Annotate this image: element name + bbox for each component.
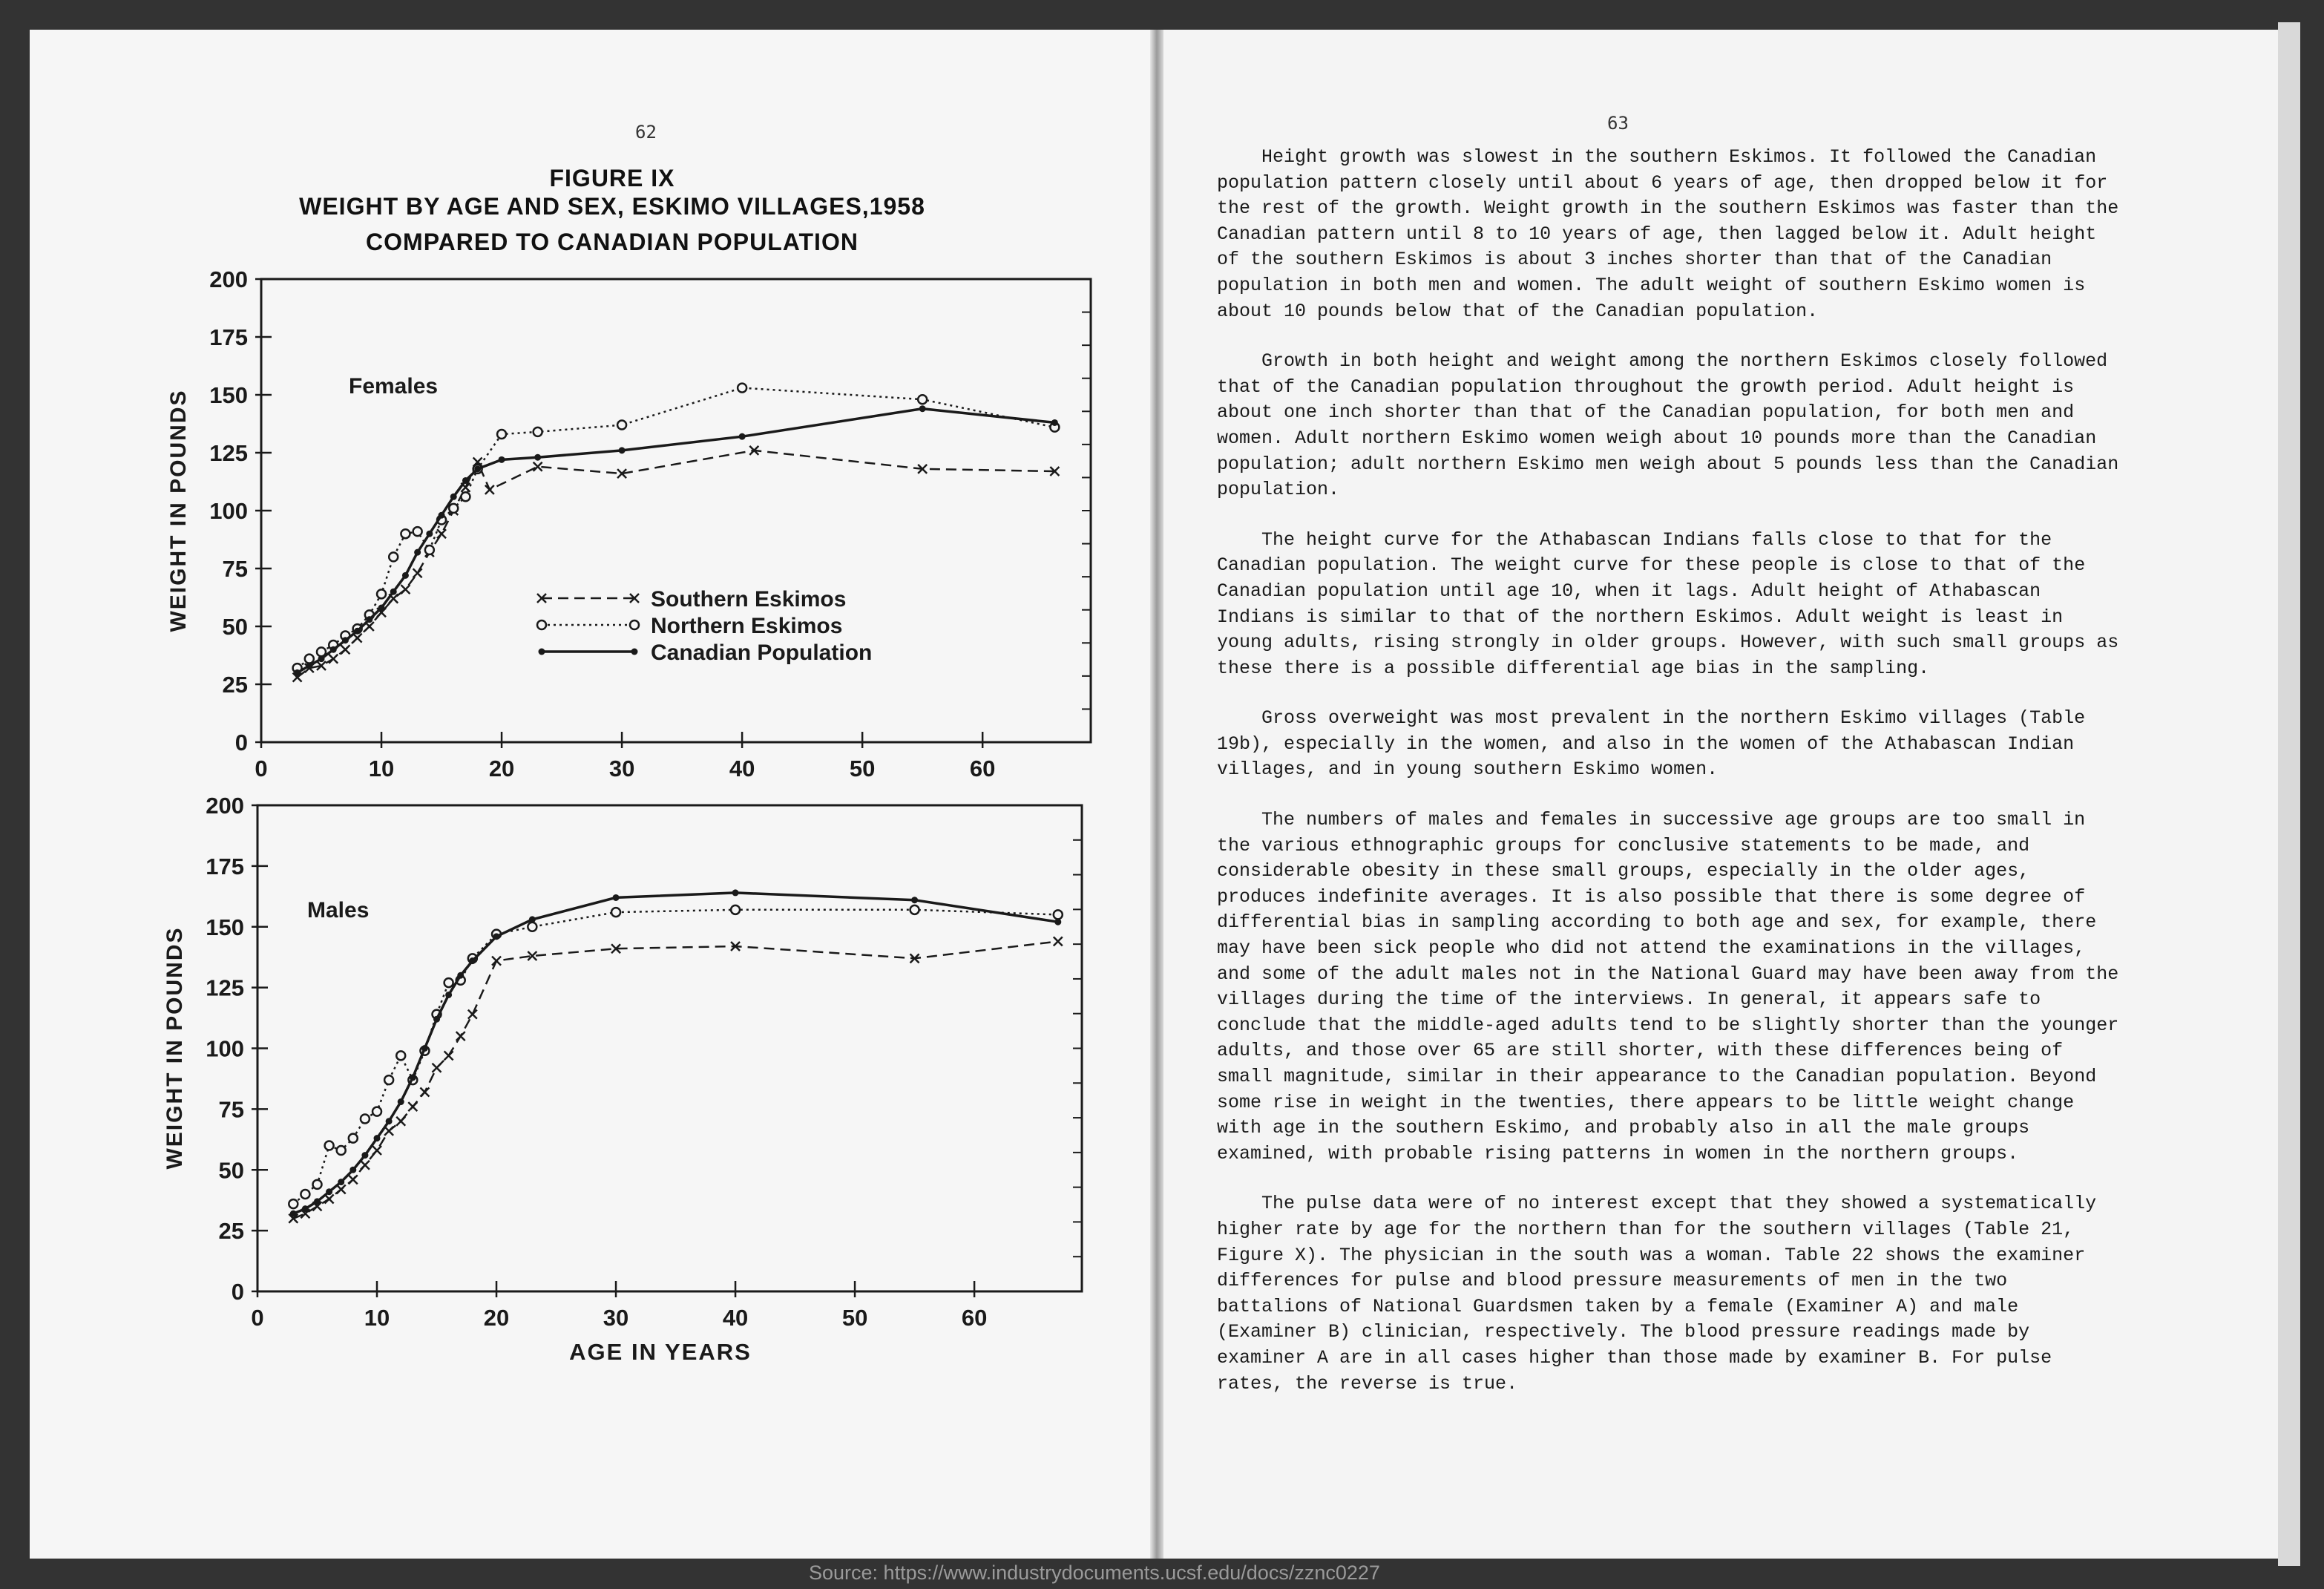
data-point-dot [354,628,361,635]
x-axis-label: AGE IN YEARS [569,1339,752,1365]
y-axis-label: WEIGHT IN POUNDS [166,389,191,632]
x-tick-label: 10 [364,1305,390,1331]
x-tick-label: 40 [729,756,755,782]
y-tick-label: 100 [209,498,248,524]
legend-marker [539,649,545,655]
data-point-x [341,645,349,654]
x-tick-label: 40 [722,1305,749,1331]
paragraph: The height curve for the Athabascan Indians falls close to that for the Canadian population. The weight curve for these people is close to that of the Canadian population until age 10, when it lags. Adult height of Athabascan Indians is similar to that of the northern Eskimos. Adult weight is least in young adults, rising strongly in older groups. However, with such small groups as these there is a possible differential age bias in the sampling. [1217,528,2119,679]
data-point-dot [613,894,620,901]
data-point-circle [444,978,453,987]
data-point-circle [349,1134,358,1143]
data-point-dot [619,447,626,453]
data-point-circle [918,395,927,404]
plot-frame [257,805,1082,1291]
data-point-circle [617,421,626,430]
data-point-circle [425,545,434,554]
data-point-circle [301,1190,309,1199]
data-point-dot [433,1016,440,1023]
data-point-dot [302,1205,309,1212]
x-tick-label: 50 [841,1305,868,1331]
data-point-dot [410,1074,416,1081]
data-point-dot [499,456,505,463]
data-point-circle [910,905,919,914]
data-point-dot [330,646,337,653]
data-point-dot [386,1118,393,1124]
x-tick-label: 20 [488,756,515,782]
data-point-circle [497,430,506,439]
x-tick-label: 0 [251,1305,264,1331]
data-point-dot [439,512,445,519]
data-point-dot [421,1045,428,1052]
y-tick-label: 50 [222,614,248,640]
y-tick-label: 175 [206,853,244,879]
data-point-dot [450,494,457,500]
y-tick-label: 25 [218,1218,244,1245]
y-axis-label: WEIGHT IN POUNDS [163,926,187,1170]
x-tick-label: 50 [849,756,876,782]
data-point-circle [738,384,746,393]
figure-title-line2: COMPARED TO CANADIAN POPULATION [366,229,859,255]
data-point-dot [457,972,464,979]
data-point-dot [378,605,385,612]
data-point-dot [493,933,500,940]
data-point-dot [474,465,481,472]
data-point-x [485,485,494,494]
x-tick-label: 30 [608,756,635,782]
y-tick-label: 25 [222,672,248,698]
y-tick-label: 100 [206,1035,244,1062]
data-point-circle [313,1180,322,1189]
data-point-circle [305,655,314,664]
data-point-dot [361,1152,368,1159]
data-point-dot [402,572,409,579]
data-point-x [420,1087,429,1096]
data-point-circle [534,427,542,436]
data-point-dot [314,1198,321,1205]
data-point-circle [372,1107,381,1116]
series-line [293,910,1058,1204]
data-point-dot [414,549,421,556]
data-point-x [401,585,410,594]
data-point-dot [426,531,433,537]
y-tick-label: 75 [222,556,248,582]
paragraph: The pulse data were of no interest except that they showed a systematically higher rate by age for the northern than for the southern villages (Table 21, Figure X). The physician in the south was a woman. Table 22 shows the examiner differences for pulse and blood pressure measurements of men in the two battalions of National Guardsmen taken by a female (Examiner A) and male (Examiner B) clinician, respectively. The blood pressure readings made by examiner A are in all cases higher than those made by examiner B. For pulse rates, the reverse is true. [1217,1193,2097,1395]
left-page-number: 62 [635,122,657,142]
paragraph: The numbers of males and females in successive age groups are too small in the various ethnographic groups for conclusive statements to be made, and considerable obesity in these small groups, especially in the older ages, produces indefinite averages. It is also possible that there is some degree of differential bias in sampling according to both age and sex, for example, there may have been sick people who did not attend the examinations in the villages, and some of the adult males not in the National Guard may have been away from the villages during the time of the interviews. In general, it appears safe to conclude that the middle-aged adults tend to be slightly shorter than the younger adults, and those over 65 are still shorter, with these differences being of small magnitude, similar in their appearance to the Canadian population. Beyond some rise in weight in the twenties, there appears to be little weight change with age in the southern Eskimo, and probably also in all the male groups examined, with probable rising patterns in women in the northern groups. [1217,809,2119,1164]
data-point-dot [732,889,739,896]
y-tick-label: 125 [206,974,244,1001]
data-point-x [361,1161,370,1170]
paragraph: Growth in both height and weight among the northern Eskimos closely followed that of the Canadian population throughout the growth period. Adult height is about one inch shorter than that of the Canadian population, for both men and women. Adult northern Eskimo women weigh about 10 pounds more than the Canadian population; adult northern Eskimo men weigh about 5 pounds less than the Canadian population. [1217,350,2119,501]
body-text [1217,145,2130,1421]
data-point-circle [731,905,740,914]
data-point-circle [325,1141,334,1150]
data-point-circle [384,1075,393,1084]
y-tick-label: 150 [206,914,244,940]
series-line [293,893,1058,1213]
y-tick-label: 50 [218,1157,244,1184]
data-point-dot [366,616,372,623]
data-point-dot [469,957,476,964]
legend-label: Northern Eskimos [651,614,843,638]
data-point-x [444,1051,453,1060]
data-point-dot [326,1188,332,1195]
data-point-x [468,1010,477,1019]
data-point-dot [911,897,918,903]
x-tick-label: 60 [961,1305,988,1331]
y-tick-label: 0 [234,730,248,756]
data-point-x [456,1032,465,1041]
y-tick-label: 125 [209,440,248,466]
series-canadian-population [290,889,1061,1216]
x-tick-label: 30 [603,1305,629,1331]
chart-panel-males [163,793,1082,1365]
data-point-circle [1054,910,1063,919]
data-point-circle [396,1051,405,1060]
data-point-dot [534,454,541,461]
data-point-dot [342,637,349,643]
data-point-circle [389,552,398,561]
x-tick-label: 0 [255,756,268,782]
y-tick-label: 200 [206,793,244,819]
data-point-dot [338,1179,344,1185]
data-point-circle [377,589,386,598]
y-tick-label: 0 [231,1279,244,1305]
data-point-x [396,1117,405,1126]
data-point-x [433,1064,442,1072]
data-point-x [413,569,422,577]
legend-marker [537,620,546,629]
data-point-dot [306,663,312,669]
figure-title-line1: WEIGHT BY AGE AND SEX, ESKIMO VILLAGES,1958 [299,193,925,220]
data-point-x [329,655,338,664]
data-point-dot [290,1210,297,1217]
data-point-circle [461,492,470,501]
right-page-number: 63 [1607,113,1629,134]
data-point-x [1054,937,1063,946]
data-point-circle [337,1146,346,1155]
legend-marker [630,620,639,629]
data-point-dot [374,1135,381,1141]
data-point-x [492,957,501,966]
data-point-dot [445,992,452,998]
data-point-circle [611,908,620,917]
x-tick-label: 60 [969,756,996,782]
data-point-circle [401,529,410,538]
data-point-circle [528,923,536,931]
data-point-circle [413,527,422,536]
x-tick-label: 10 [368,756,395,782]
y-tick-label: 175 [209,324,248,350]
data-point-x [372,1146,381,1155]
chart-panel-females [166,266,1091,782]
data-point-circle [289,1199,298,1208]
y-tick-label: 150 [209,382,248,408]
data-point-x [349,1175,358,1184]
y-tick-label: 200 [209,266,248,292]
data-point-dot [390,589,397,595]
series-northern-eskimos [289,905,1062,1208]
paragraph: Gross overweight was most prevalent in the northern Eskimo villages (Table 19b), especially in the women, and also in the women of the Athabascan Indian villages, and in young southern Eskimo women. [1217,707,2086,781]
data-point-dot [349,1167,356,1173]
x-tick-label: 20 [483,1305,510,1331]
panel-label: Females [349,374,439,399]
data-point-x [534,462,542,471]
legend-marker [631,649,638,655]
legend-label: Canadian Population [651,640,873,665]
data-point-x [408,1102,417,1111]
data-point-dot [739,433,746,440]
paragraph: Height growth was slowest in the southern Eskimos. It followed the Canadian population pattern closely until about 6 years of age, then dropped below it for the rest of the growth. Weight growth in the southern Eskimos was faster than the Canadian pattern until 8 to 10 years of age, then lagged below it. Adult height of the southern Eskimos is about 3 inches shorter than that of the Canadian population in both men and women. The adult weight of southern Eskimo women is about 10 pounds below that of the Canadian population. [1217,146,2119,322]
y-tick-label: 75 [218,1096,244,1123]
data-point-dot [529,916,536,923]
data-point-dot [1051,419,1058,426]
data-point-dot [919,405,926,412]
data-point-circle [361,1114,370,1123]
plot-frame [261,279,1091,742]
data-point-dot [1054,919,1061,925]
source-footer: Source: https://www.industrydocuments.ucsf.edu/docs/zznc0227 [809,1562,1380,1584]
legend [537,587,872,665]
data-point-dot [462,477,469,484]
figure-label: FIGURE IX [549,165,675,191]
data-point-dot [318,655,325,662]
data-point-circle [449,504,458,513]
data-point-dot [398,1098,404,1105]
data-point-x [437,529,446,538]
panel-label: Males [307,898,370,923]
legend-label: Southern Eskimos [651,587,847,612]
series-southern-eskimos [289,937,1062,1222]
data-point-dot [294,669,301,676]
